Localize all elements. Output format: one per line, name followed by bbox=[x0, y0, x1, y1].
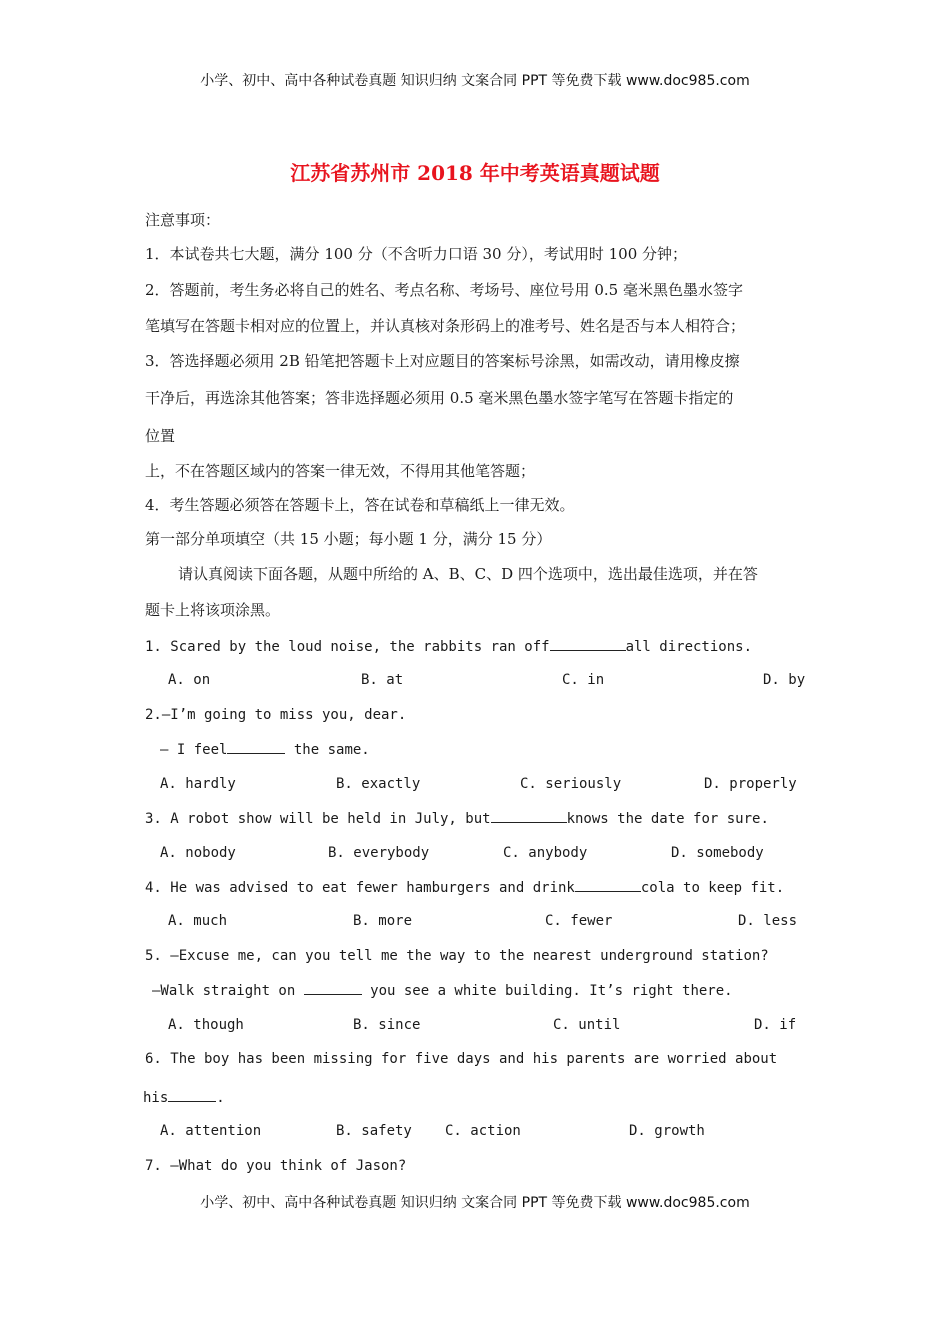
q1-option-a: A. on bbox=[168, 672, 211, 688]
note-2-line-1: 2．答题前，考生务必将自己的姓名、考点名称、考场号、座位号用 0.5 毫米黑色墨水签字 bbox=[145, 281, 743, 299]
question-5-stem-end: you see a white building. It’s right there. bbox=[361, 983, 733, 999]
q6-option-b: B. safety bbox=[336, 1123, 412, 1139]
q2-option-b: B. exactly bbox=[336, 776, 421, 792]
q5-option-c: C. until bbox=[553, 1017, 621, 1033]
question-6-line-2 bbox=[143, 1087, 225, 1108]
note-1: 1．本试卷共七大题，满分 100 分（不含听力口语 30 分），考试用时 100 分钟； bbox=[145, 245, 688, 263]
answer-blank bbox=[168, 1087, 216, 1102]
question-5-line-2 bbox=[152, 980, 733, 1001]
q1-option-b: B. at bbox=[361, 672, 404, 688]
q6-option-a: A. attention bbox=[160, 1123, 262, 1139]
q4-option-c: C. fewer bbox=[545, 913, 613, 929]
page-header: 小学、初中、高中各种试卷真题 知识归纳 文案合同 PPT 等免费下载 www.doc985.com bbox=[200, 73, 750, 89]
answer-blank bbox=[491, 808, 567, 823]
q1-option-d: D. by bbox=[763, 672, 806, 688]
answer-blank bbox=[550, 636, 626, 651]
q3-option-d: D. somebody bbox=[671, 845, 764, 861]
question-3-stem: 3. A robot show will be held in July, but bbox=[145, 811, 491, 827]
q6-option-d: D. growth bbox=[629, 1123, 705, 1139]
note-3-line-1: 3．答选择题必须用 2B 铅笔把答题卡上对应题目的答案标号涂黑，如需改动，请用橡皮擦 bbox=[145, 352, 740, 370]
note-3-line-4: 上，不在答题区域内的答案一律无效，不得用其他笔答题； bbox=[145, 462, 536, 480]
page-footer: 小学、初中、高中各种试卷真题 知识归纳 文案合同 PPT 等免费下载 www.doc985.com bbox=[200, 1195, 750, 1211]
q5-option-d: D. if bbox=[754, 1017, 797, 1033]
q6-option-c: C. action bbox=[445, 1123, 521, 1139]
q3-option-a: A. nobody bbox=[160, 845, 236, 861]
q5-option-a: A. though bbox=[168, 1017, 244, 1033]
q3-option-b: B. everybody bbox=[328, 845, 430, 861]
question-1-stem-end: all directions. bbox=[625, 639, 753, 655]
question-5-stem: —Walk straight on bbox=[152, 983, 304, 999]
q4-option-a: A. much bbox=[168, 913, 228, 929]
question-4 bbox=[145, 877, 784, 898]
question-6-line-1: 6. The boy has been missing for five days and his parents are worried about bbox=[145, 1051, 778, 1067]
question-4-stem: 4. He was advised to eat fewer hamburgers and drink bbox=[145, 880, 575, 896]
note-3-line-2: 干净后，再选涂其他答案；答非选择题必须用 0.5 毫米黑色墨水签字笔写在答题卡指定的 bbox=[145, 389, 734, 407]
q3-option-c: C. anybody bbox=[503, 845, 588, 861]
question-1 bbox=[145, 636, 752, 657]
note-4: 4．考生答题必须答在答题卡上，答在试卷和草稿纸上一律无效。 bbox=[145, 496, 575, 514]
q2-option-a: A. hardly bbox=[160, 776, 236, 792]
q4-option-b: B. more bbox=[353, 913, 413, 929]
q4-option-d: D. less bbox=[738, 913, 798, 929]
question-3 bbox=[145, 808, 769, 829]
q2-option-c: C. seriously bbox=[520, 776, 622, 792]
note-3-line-3: 位置 bbox=[145, 427, 176, 445]
question-1-stem: 1. Scared by the loud noise, the rabbits ran off bbox=[145, 639, 550, 655]
question-2-line-1: 2.—I’m going to miss you, dear. bbox=[145, 707, 407, 723]
q1-option-c: C. in bbox=[562, 672, 605, 688]
part1-heading: 第一部分单项填空（共 15 小题；每小题 1 分，满分 15 分） bbox=[145, 530, 552, 548]
question-2-stem: — I feel bbox=[160, 742, 228, 758]
q2-option-d: D. properly bbox=[704, 776, 797, 792]
question-7-line-1: 7. —What do you think of Jason? bbox=[145, 1158, 407, 1174]
question-2-line-2 bbox=[160, 739, 370, 760]
part1-instruction-line-1: 请认真阅读下面各题，从题中所给的 A、B、C、D 四个选项中，选出最佳选项，并在答 bbox=[178, 565, 758, 583]
answer-blank bbox=[575, 877, 641, 892]
question-4-stem-end: cola to keep fit. bbox=[640, 880, 785, 896]
question-5-line-1: 5. —Excuse me, can you tell me the way to the nearest underground station? bbox=[145, 948, 769, 964]
notes-heading: 注意事项： bbox=[145, 211, 221, 229]
part1-instruction-line-2: 题卡上将该项涂黑。 bbox=[145, 601, 281, 619]
question-3-stem-end: knows the date for sure. bbox=[566, 811, 769, 827]
question-6-stem: his bbox=[143, 1090, 169, 1106]
note-2-line-2: 笔填写在答题卡相对应的位置上，并认真核对条形码上的准考号、姓名是否与本人相符合； bbox=[145, 317, 746, 335]
answer-blank bbox=[304, 980, 362, 995]
question-6-stem-end: . bbox=[216, 1090, 225, 1106]
q5-option-b: B. since bbox=[353, 1017, 421, 1033]
question-2-stem-end: the same. bbox=[285, 742, 370, 758]
answer-blank bbox=[227, 739, 285, 754]
page-title: 江苏省苏州市 2018 年中考英语真题试题 bbox=[290, 161, 660, 185]
